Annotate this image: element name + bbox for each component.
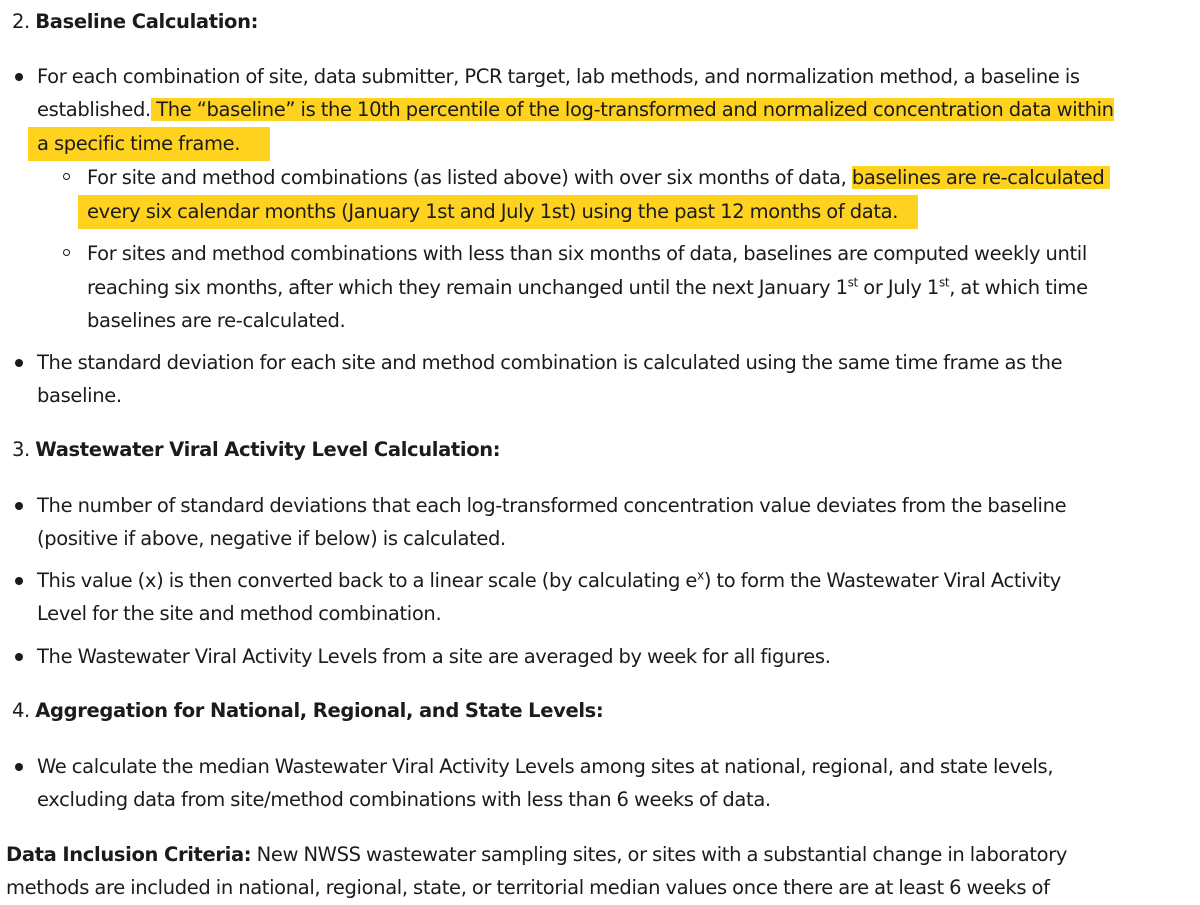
sub-bullet-icon	[63, 173, 70, 180]
highlighted-text: every six calendar months (January 1st and July 1st) using the past 12 months of data.	[78, 195, 918, 229]
superscript: st	[938, 275, 950, 290]
list-item-line	[0, 597, 1200, 631]
list-item-text: (positive if above, negative if below) is calculated.	[37, 527, 506, 550]
list-item	[0, 640, 1200, 674]
list-item-text: reaching six months, after which they remain unchanged until the next January 1	[87, 276, 848, 299]
section-4-heading	[0, 694, 1200, 728]
superscript: x	[697, 568, 704, 583]
list-item-text: The Wastewater Viral Activity Levels from a site are averaged by week for all figures.	[37, 645, 831, 668]
list-item-text: Level for the site and method combination.	[37, 602, 442, 625]
list-item-text: , at which time	[949, 276, 1088, 299]
paragraph-text: methods are included in national, regional, state, or territorial median values once there are at least 6 weeks of	[6, 876, 1050, 899]
list-item-text: For sites and method combinations with less than six months of data, baselines are computed weekly until	[87, 242, 1087, 265]
list-item-line	[0, 127, 1200, 161]
sub-list-item-line	[0, 304, 1200, 338]
list-item	[0, 564, 1200, 598]
section-2-heading	[0, 5, 1200, 39]
list-item	[0, 60, 1200, 94]
list-item-text: The number of standard deviations that each log-transformed concentration value deviates from the baseline	[37, 494, 1067, 517]
list-item-text: For each combination of site, data submitter, PCR target, lab methods, and normalization method, a baseline is	[37, 65, 1080, 88]
section-3-heading	[0, 433, 1200, 467]
list-item-line	[0, 379, 1200, 413]
list-item	[0, 750, 1200, 784]
paragraph-text: New NWSS wastewater sampling sites, or sites with a substantial change in laboratory	[251, 843, 1068, 866]
criteria-paragraph	[0, 838, 1200, 872]
sub-list-item	[0, 237, 1200, 271]
bullet-icon	[15, 653, 23, 661]
list-item	[0, 346, 1200, 380]
bullet-icon	[15, 73, 23, 81]
criteria-label: Data Inclusion Criteria:	[6, 843, 252, 866]
bullet-icon	[15, 359, 23, 367]
criteria-paragraph-line	[0, 871, 1200, 905]
sub-list-item	[0, 161, 1200, 195]
list-item-text: baselines are re-calculated.	[87, 309, 346, 332]
bullet-icon	[15, 577, 23, 585]
section-number: 4.	[12, 699, 30, 722]
bullet-icon	[15, 763, 23, 771]
list-item-text: For site and method combinations (as listed above) with over six months of data,	[87, 166, 852, 189]
list-item-line	[0, 783, 1200, 817]
sub-bullet-icon	[63, 249, 70, 256]
sub-list-item-line	[0, 195, 1200, 229]
list-item-text: established.	[37, 98, 151, 121]
list-item-text: excluding data from site/method combinations with less than 6 weeks of data.	[37, 788, 771, 811]
bullet-icon	[15, 502, 23, 510]
section-title: Wastewater Viral Activity Level Calculation:	[35, 438, 501, 461]
section-number: 2.	[12, 10, 30, 33]
highlighted-text: a specific time frame.	[28, 127, 270, 161]
section-title: Baseline Calculation:	[35, 10, 259, 33]
list-item-text: The standard deviation for each site and method combination is calculated using the same time frame as the	[37, 351, 1063, 374]
highlighted-text: baselines are re-calculated	[852, 166, 1111, 189]
superscript: st	[847, 275, 858, 290]
list-item-text: ) to form the Wastewater Viral Activity	[703, 569, 1062, 592]
list-item	[0, 489, 1200, 523]
section-title: Aggregation for National, Regional, and State Levels:	[35, 699, 604, 722]
highlighted-text: The “baseline” is the 10th percentile of the log-transformed and normalized concentration data within	[150, 98, 1114, 121]
list-item-text: We calculate the median Wastewater Viral Activity Levels among sites at national, regional, and state levels,	[37, 755, 1054, 778]
section-number: 3.	[12, 438, 30, 461]
list-item-text: or July 1	[857, 276, 939, 299]
list-item-text: This value (x) is then converted back to a linear scale (by calculating e	[37, 569, 698, 592]
list-item-line	[0, 93, 1200, 127]
list-item-text: baseline.	[37, 384, 122, 407]
list-item-line	[0, 522, 1200, 556]
sub-list-item-line	[0, 271, 1200, 305]
